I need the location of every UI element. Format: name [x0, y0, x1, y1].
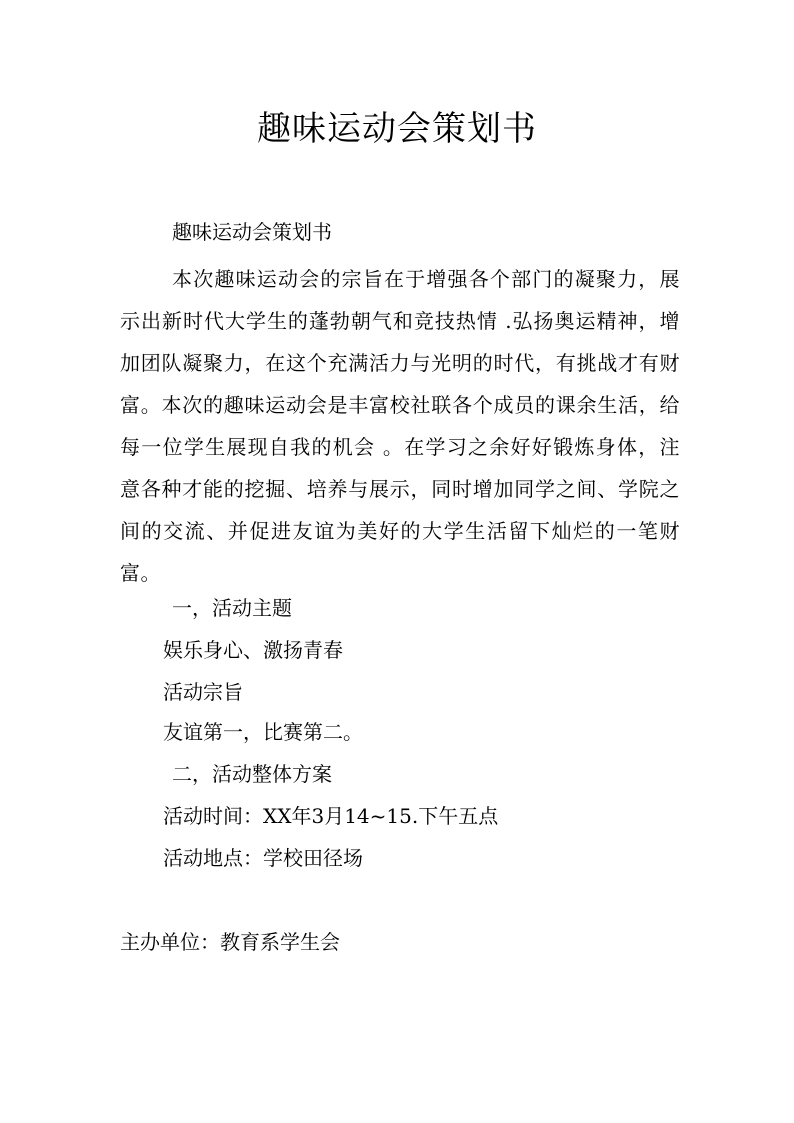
- document-title: 趣味运动会策划书: [257, 109, 537, 149]
- activity-theme-text: 娱乐身心、激扬青春: [163, 638, 343, 662]
- activity-purpose-label: 活动宗旨: [163, 680, 243, 704]
- section2-heading: 二，活动整体方案: [172, 762, 332, 786]
- section1-heading: 一，活动主题: [172, 596, 292, 620]
- activity-purpose-text: 友谊第一，比赛第二。: [163, 720, 363, 744]
- organizer-text: 主办单位：教育系学生会: [120, 930, 340, 954]
- activity-time-text: 活动时间：XX年3月14~15.下午五点: [163, 804, 499, 828]
- activity-place-text: 活动地点：学校田径场: [163, 846, 363, 870]
- intro-paragraph: 本次趣味运动会的宗旨在于增强各个部门的凝聚力，展示出新时代大学生的蓬勃朝气和竞技热情 .弘扬奥运精神，增加团队凝聚力，在这个充满活力与光明的时代，有挑战才有财富。本次的趣味运动会是丰富校社联各个成员的课余生活，给每一位学生展现自我的机会 。在学习之余好好锻炼身体，注意各种才能的挖掘、培养与展示，同时增加同学之间、学院之间的交流、并促进友谊为美好的大学生活留下灿烂的一笔财富。: [120, 267, 680, 585]
- document-subtitle: 趣味运动会策划书: [172, 220, 332, 244]
